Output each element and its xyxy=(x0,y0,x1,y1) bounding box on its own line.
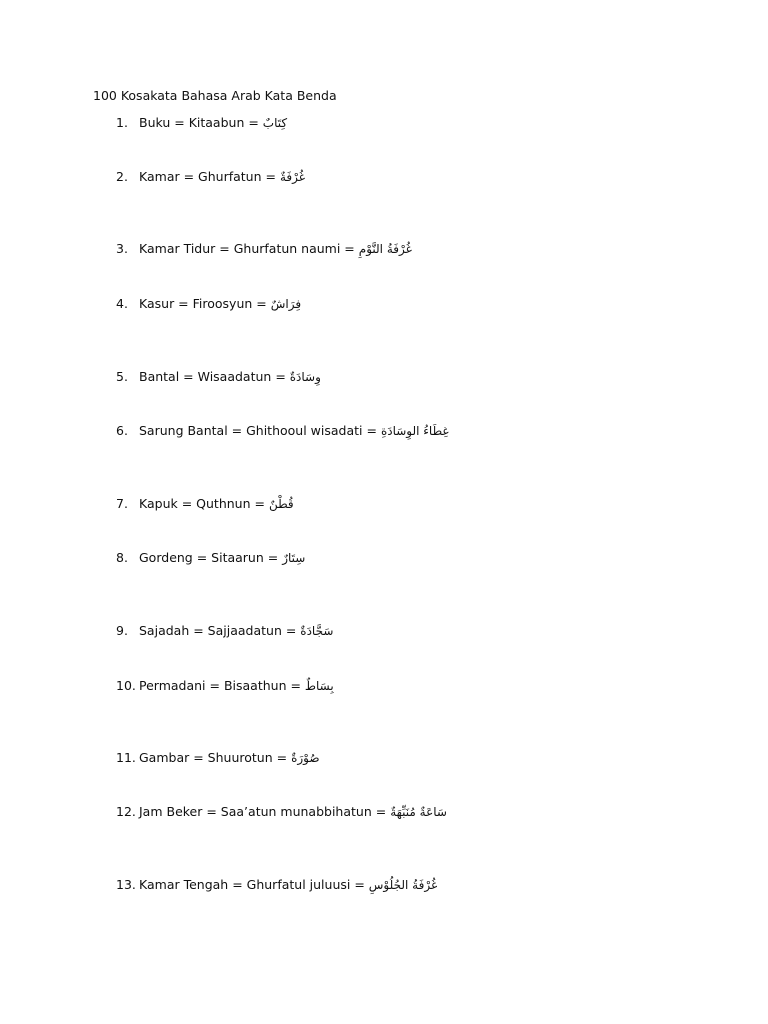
entry-number: 5. xyxy=(116,369,128,384)
entry-text: Permadani = Bisaathun = xyxy=(139,678,305,693)
entry-text: Kamar Tidur = Ghurfatun naumi = xyxy=(139,241,359,256)
entry-arabic: سَجَّادَةٌ xyxy=(300,624,334,638)
entry-arabic: كِتَابٌ xyxy=(262,116,288,130)
entry-arabic: صُوْرَةٌ xyxy=(291,751,320,765)
document-title: 100 Kosakata Bahasa Arab Kata Benda xyxy=(93,88,337,103)
entry-text: Kasur = Firoosyun = xyxy=(139,296,271,311)
entry-arabic: غُرْفَةُ النَّوْمِ xyxy=(358,242,412,256)
vocab-entry-9 xyxy=(116,622,333,640)
vocab-entry-4 xyxy=(116,295,301,313)
entry-arabic: قُطْنٌ xyxy=(268,497,294,511)
vocab-entry-6 xyxy=(116,422,449,440)
entry-text: Kamar Tengah = Ghurfatul juluusi = xyxy=(139,877,369,892)
entry-number: 11. xyxy=(116,750,136,765)
vocab-entry-1 xyxy=(116,114,287,132)
entry-text: Jam Beker = Saa’atun munabbihatun = xyxy=(139,804,391,819)
entry-text: Kamar = Ghurfatun = xyxy=(139,169,280,184)
vocab-entry-2 xyxy=(116,168,305,186)
entry-text: Gambar = Shuurotun = xyxy=(139,750,292,765)
entry-number: 9. xyxy=(116,623,128,638)
vocab-entry-11 xyxy=(116,749,320,767)
entry-number: 10. xyxy=(116,678,136,693)
entry-number: 4. xyxy=(116,296,128,311)
entry-number: 6. xyxy=(116,423,128,438)
entry-arabic: فِرَاشٌ xyxy=(270,297,302,311)
vocab-entry-13 xyxy=(116,876,437,894)
entry-number: 13. xyxy=(116,877,136,892)
entry-text: Gordeng = Sitaarun = xyxy=(139,550,283,565)
vocab-entry-10 xyxy=(116,677,334,695)
vocab-entry-8 xyxy=(116,549,305,567)
entry-arabic: وِسَادَةٌ xyxy=(289,370,321,384)
entry-arabic: سِتَارٌ xyxy=(282,551,306,565)
entry-number: 2. xyxy=(116,169,128,184)
entry-arabic: غِطَاءُ الوِسَادَةِ xyxy=(380,424,449,438)
entry-text: Sarung Bantal = Ghithooul wisadati = xyxy=(139,423,381,438)
entry-number: 3. xyxy=(116,241,128,256)
entry-text: Kapuk = Quthnun = xyxy=(139,496,269,511)
entry-text: Sajadah = Sajjaadatun = xyxy=(139,623,301,638)
entry-arabic: غُرْفَةُ الجُلُوْسِ xyxy=(368,878,438,892)
entry-text: Buku = Kitaabun = xyxy=(139,115,263,130)
entry-number: 8. xyxy=(116,550,128,565)
entry-number: 1. xyxy=(116,115,128,130)
vocab-entry-5 xyxy=(116,368,321,386)
vocab-entry-12 xyxy=(116,803,447,821)
vocab-entry-7 xyxy=(116,495,294,513)
entry-number: 12. xyxy=(116,804,136,819)
vocab-entry-3 xyxy=(116,240,412,258)
entry-text: Bantal = Wisaadatun = xyxy=(139,369,290,384)
entry-arabic: غُرْفَةٌ xyxy=(279,170,306,184)
entry-arabic: سَاعَةٌ مُنَبِّهَةٌ xyxy=(390,805,447,819)
entry-arabic: بِسَاطٌ xyxy=(304,679,334,693)
entry-number: 7. xyxy=(116,496,128,511)
